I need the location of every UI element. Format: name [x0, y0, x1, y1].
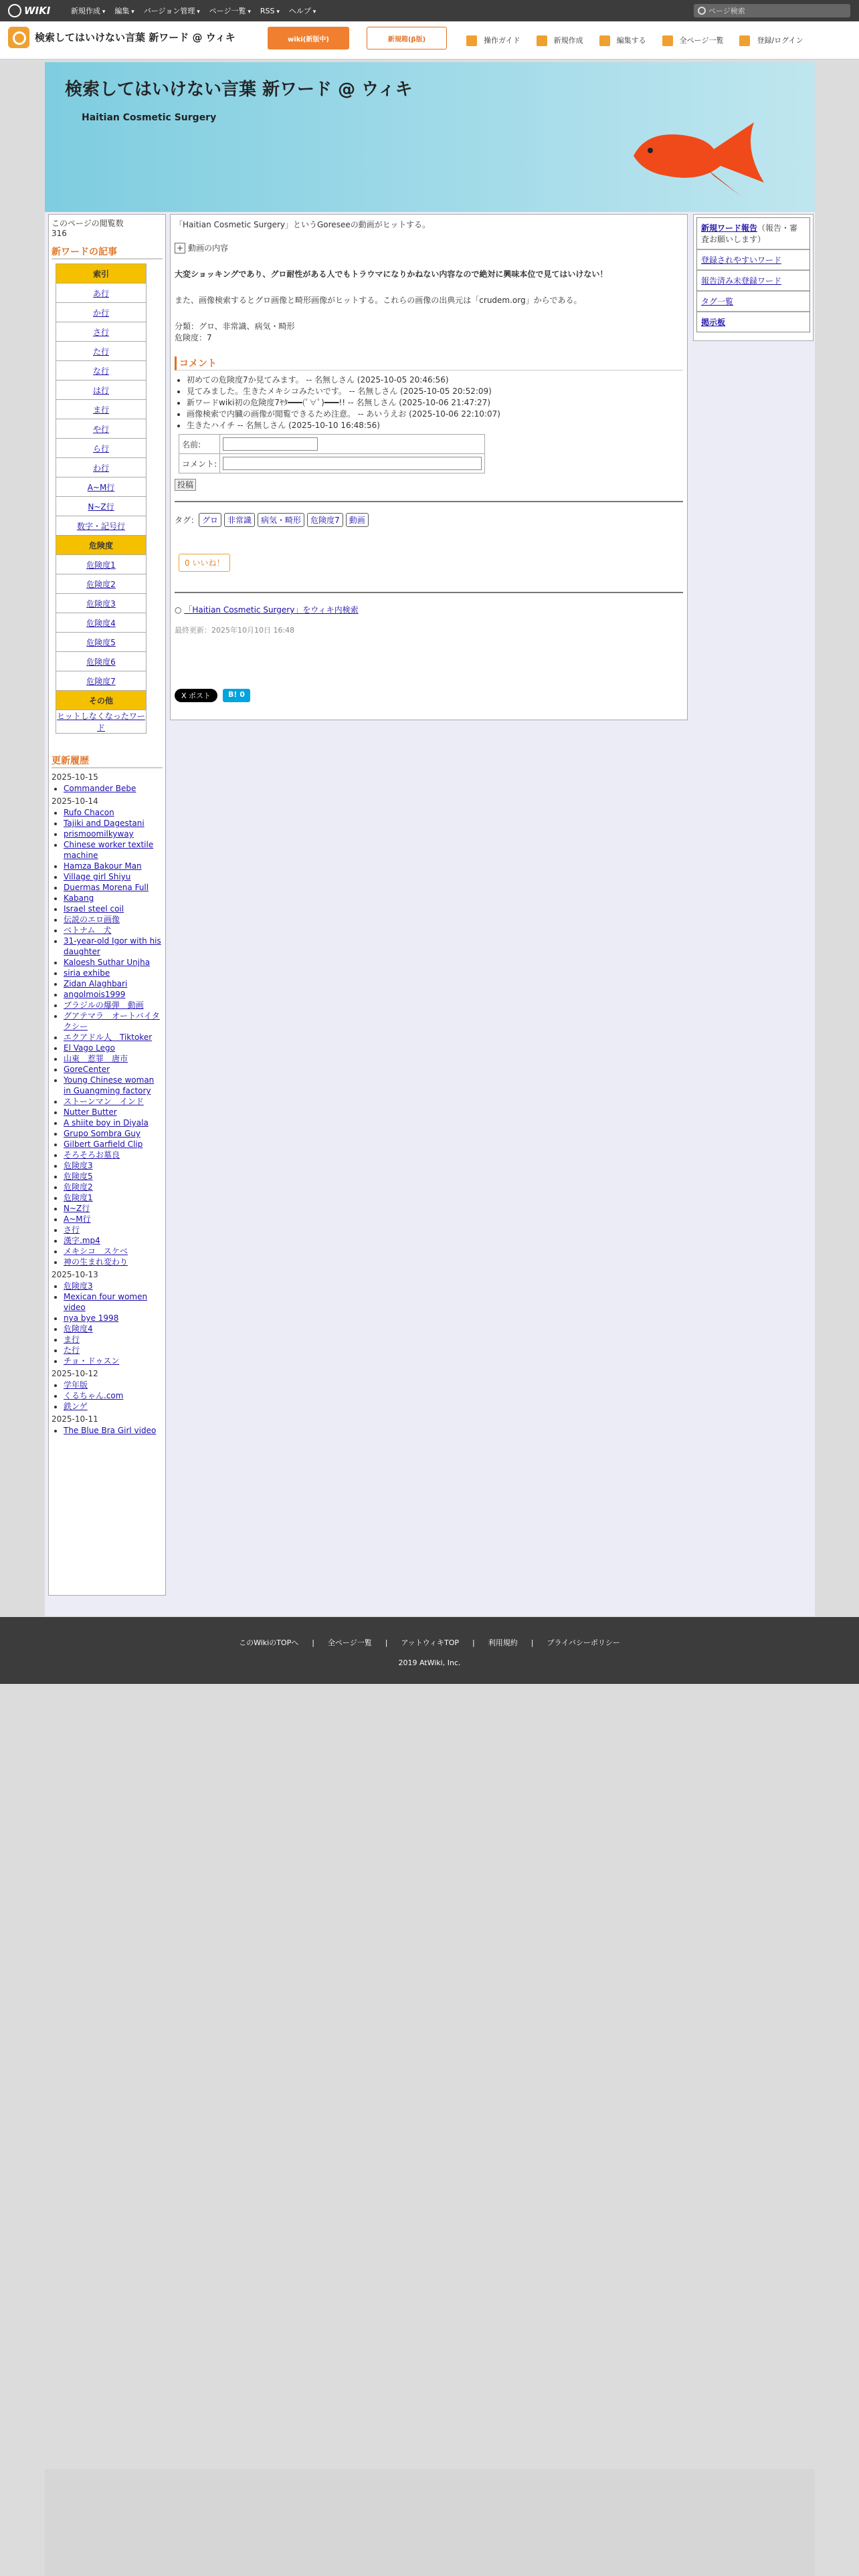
history-item — [64, 1356, 163, 1366]
nav-link[interactable]: わ行 — [56, 458, 147, 477]
history-item — [64, 1160, 163, 1171]
history-date: 2025-10-12 — [52, 1369, 98, 1378]
tool-label: 新規作成 — [553, 35, 583, 45]
tool-icon — [466, 35, 477, 46]
nav-link[interactable]: は行 — [56, 381, 147, 400]
history-link[interactable]: El Vago Lego — [64, 1043, 115, 1053]
tool-link[interactable] — [599, 35, 646, 46]
comment-item: • 画像検索で内臓の画像が閲覧できるため注意。 -- あいうえお (2025-10-06 22:10:07) — [187, 409, 683, 420]
history-heading[interactable]: 更新履歴 — [52, 754, 163, 768]
history-item — [64, 978, 163, 989]
top-menu-item[interactable]: ページ一覧 ▾ — [209, 5, 251, 16]
history-link[interactable]: N~Z行 — [64, 1204, 90, 1213]
history-link[interactable]: Tajiki and Dagestani — [64, 819, 145, 828]
comment-form — [179, 434, 485, 473]
nav-link[interactable]: 危険度4 — [56, 613, 147, 633]
tool-label: 登録/ログイン — [757, 35, 803, 45]
right-sidebar — [693, 214, 814, 341]
history-link[interactable]: The Blue Bra Girl video — [64, 1426, 157, 1435]
tag-link[interactable]: 病気・畸形 — [258, 513, 304, 527]
tool-icon — [599, 35, 610, 46]
tool-link[interactable] — [739, 35, 803, 46]
top-menu-item[interactable]: バージョン管理 ▾ — [144, 5, 200, 16]
expand-icon[interactable]: + — [175, 243, 185, 253]
history-date: 2025-10-15 — [52, 772, 98, 782]
history-item — [64, 1401, 163, 1412]
history-item — [64, 829, 163, 839]
history-item — [64, 1192, 163, 1203]
history-item — [64, 783, 163, 794]
history-item — [64, 882, 163, 893]
history-list — [52, 1380, 163, 1412]
history-link[interactable]: Nutter Butter — [64, 1107, 117, 1117]
history-link[interactable]: angolmois1999 — [64, 990, 126, 999]
update-history — [52, 772, 163, 1436]
wiki-title[interactable]: 検索してはいけない言葉 新ワード @ ウィキ — [35, 31, 235, 43]
comment-heading: コメント — [175, 356, 683, 370]
history-link[interactable]: A shiite boy in Diyala — [64, 1118, 149, 1128]
history-item — [64, 936, 163, 957]
nav-link[interactable]: な行 — [56, 361, 147, 381]
nav-link[interactable]: あ行 — [56, 284, 147, 303]
history-item — [64, 1107, 163, 1117]
footer-separator: | — [312, 1638, 314, 1647]
name-label: 名前: — [179, 435, 220, 454]
history-item — [64, 957, 163, 968]
view-count: 316 — [52, 229, 67, 238]
page-title: Haitian Cosmetic Surgery — [82, 112, 217, 123]
tool-icon — [739, 35, 750, 46]
footer-link[interactable]: 全ページ一覧 — [327, 1638, 372, 1647]
history-link[interactable]: メキシコ スケベ — [64, 1247, 128, 1256]
tool-label: 全ページ一覧 — [679, 35, 724, 45]
history-item — [64, 1291, 163, 1313]
goldfish-logo — [620, 109, 767, 203]
history-item — [64, 1182, 163, 1192]
history-item — [64, 1043, 163, 1053]
top-menu-item[interactable]: 編集 ▾ — [114, 5, 134, 16]
history-link[interactable]: Kaloesh Suthar Unjha — [64, 958, 151, 967]
right-menu-link[interactable]: 登録されやすいワード — [701, 255, 782, 265]
like-button[interactable]: 0 いいね！ — [179, 554, 230, 572]
wiki-icon — [8, 27, 29, 48]
wiki-edit-button[interactable]: wiki(新版中) — [268, 27, 349, 49]
history-link[interactable]: Mexican four women video — [64, 1292, 148, 1312]
history-item — [64, 1171, 163, 1182]
history-link[interactable]: Zidan Alaghbari — [64, 979, 128, 988]
tag-link[interactable]: 非常識 — [224, 513, 255, 527]
new-box-button[interactable]: 新規箱(β版) — [367, 27, 447, 49]
divider-2 — [175, 592, 683, 593]
history-item — [64, 1053, 163, 1064]
history-link[interactable]: GoreCenter — [64, 1065, 110, 1074]
article-index — [56, 263, 147, 734]
history-link[interactable]: siria exhibe — [64, 968, 110, 978]
history-link[interactable]: チョ・ドゥスン — [64, 1356, 120, 1366]
tool-icon — [662, 35, 673, 46]
articles-heading[interactable]: 新ワードの記事 — [52, 245, 163, 259]
right-menu-link[interactable]: タグ一覧 — [701, 297, 734, 306]
comment-item: • 生きたハイチ -- 名無しさん (2025-10-10 16:48:56) — [187, 420, 683, 431]
left-sidebar — [48, 214, 166, 1596]
logo-icon — [8, 4, 21, 17]
history-list — [52, 807, 163, 1267]
history-link[interactable]: くるちゃん.com — [64, 1391, 124, 1400]
history-item — [64, 925, 163, 936]
history-item — [64, 903, 163, 914]
nav-link[interactable]: 危険度5 — [56, 633, 147, 652]
atwiki-logo[interactable]: WIKI — [8, 3, 50, 18]
site-title[interactable]: 検索してはいけない言葉 新ワード @ ウィキ — [65, 80, 413, 100]
history-item — [64, 1128, 163, 1139]
history-link[interactable]: Chinese worker textile machine — [64, 840, 154, 860]
history-link[interactable]: Gilbert Garfield Clip — [64, 1140, 143, 1149]
right-menu: 新規ワード報告（報告・審査お願いします） 登録されやすいワード 報告済み未登録ワード タグ一覧 掲示板 — [696, 217, 810, 332]
history-date: 2025-10-11 — [52, 1414, 98, 1424]
history-item — [64, 1257, 163, 1267]
nav-link[interactable]: 危険度1 — [56, 555, 147, 574]
history-link[interactable]: Kabang — [64, 893, 94, 903]
history-link[interactable]: Grupo Sombra Guy — [64, 1129, 140, 1138]
top-menu — [71, 0, 316, 21]
history-link[interactable]: Hamza Bakour Man — [64, 861, 142, 871]
history-link[interactable]: 危険度2 — [64, 1182, 93, 1192]
history-link[interactable]: 学年版 — [64, 1380, 88, 1390]
comment-label: コメント: — [179, 454, 220, 473]
history-item — [64, 968, 163, 978]
nav-link[interactable]: N~Z行 — [56, 497, 147, 516]
classification: 分類：グロ、非常識、病気・畸形 — [175, 322, 295, 331]
history-date: 2025-10-14 — [52, 796, 98, 806]
lower-blank-area — [45, 2469, 815, 2576]
history-link[interactable]: た行 — [64, 1346, 80, 1355]
history-date: 2025-10-13 — [52, 1270, 98, 1279]
comment-list — [175, 374, 683, 431]
tag-link[interactable]: 動画 — [346, 513, 369, 527]
name-input[interactable] — [223, 437, 318, 451]
nav-link[interactable]: A~M行 — [56, 477, 147, 497]
nav-header: 危険度 — [56, 536, 147, 555]
nav-link[interactable]: 数字・記号行 — [56, 516, 147, 536]
history-item — [64, 839, 163, 861]
tag-link[interactable]: 危険度7 — [307, 513, 343, 527]
footer-separator: | — [472, 1638, 475, 1647]
nav-link[interactable]: ら行 — [56, 439, 147, 458]
nav-link[interactable]: や行 — [56, 419, 147, 439]
comment-input[interactable] — [223, 457, 482, 470]
history-item — [64, 1345, 163, 1356]
footer-link[interactable]: 利用規約 — [488, 1638, 518, 1647]
right-menu-link[interactable]: 掲示板 — [701, 318, 726, 327]
footer-link[interactable]: アットウィキTOP — [401, 1638, 460, 1647]
top-menu-item[interactable]: 新規作成 ▾ — [71, 5, 105, 16]
nav-header: 索引 — [56, 264, 147, 284]
hatena-bookmark-button[interactable]: B! 0 — [223, 689, 250, 702]
sub-header — [0, 21, 859, 60]
x-post-button[interactable]: X ポスト — [175, 689, 217, 702]
history-item — [64, 1075, 163, 1096]
warning-text: 大変ショッキングであり、グロ耐性がある人でもトラウマになりかねない内容なので絶対に興味本位で見てはいけない！ — [175, 270, 608, 279]
view-count-label: このページの閲覧数 — [52, 219, 124, 228]
note-text: また、画像検索するとグロ画像と畸形画像がヒットする。これらの画像の出典元は「crudem.org」からである。 — [175, 296, 582, 305]
history-link[interactable]: Rufo Chacon — [64, 808, 114, 817]
nav-link[interactable]: か行 — [56, 303, 147, 322]
history-link[interactable]: 危険度3 — [64, 1281, 93, 1291]
history-link[interactable]: そろそろお墓良 — [64, 1150, 120, 1160]
report-link[interactable]: 新規ワード報告 — [701, 223, 758, 233]
right-menu-item — [697, 249, 809, 270]
tool-link[interactable] — [537, 35, 583, 46]
nav-link[interactable]: 危険度6 — [56, 652, 147, 671]
footer-separator: | — [385, 1638, 388, 1647]
history-link[interactable]: 山東 惹罪 唐市 — [64, 1054, 128, 1063]
nav-link[interactable]: 危険度2 — [56, 574, 147, 594]
history-link[interactable]: 31-year-old Igor with his daughter — [64, 936, 161, 956]
history-item — [64, 1064, 163, 1075]
nav-link[interactable]: ま行 — [56, 400, 147, 419]
tag-link[interactable]: グロ — [199, 513, 221, 527]
history-item — [64, 1203, 163, 1214]
comment-item: • 新ワードwiki初の危険度7ﾔﾀ━━━(ﾟ∀ﾟ)━━━!! -- 名無しさん (2025-10-06 21:47:27) — [187, 397, 683, 409]
history-item — [64, 989, 163, 1000]
history-link[interactable]: エクアドル人 Tiktoker — [64, 1033, 153, 1042]
top-menu-item[interactable]: ヘルプ ▾ — [289, 5, 316, 16]
intro-text: 「Haitian Cosmetic Surgery」というGoreseeの動画がヒットする。 — [175, 220, 430, 229]
history-item — [64, 893, 163, 903]
danger-level: 危険度：7 — [175, 333, 212, 342]
nav-link[interactable]: た行 — [56, 342, 147, 361]
right-menu-item — [697, 312, 809, 332]
history-link[interactable]: 神の生まれ変わり — [64, 1257, 128, 1267]
history-item — [64, 1117, 163, 1128]
history-link[interactable]: Duermas Morena Full — [64, 883, 149, 892]
last-updated: 最終更新：2025年10月10日 16:48 — [175, 626, 295, 635]
history-link[interactable]: 危険度4 — [64, 1324, 93, 1333]
wiki-search-link[interactable]: ○ 「Haitian Cosmetic Surgery」をウィキ内検索 — [175, 605, 359, 615]
right-menu-item — [697, 270, 809, 291]
search-input[interactable]: ページ検索 — [694, 4, 850, 17]
history-item — [64, 1139, 163, 1150]
history-link[interactable]: Young Chinese woman in Guangming factory — [64, 1075, 155, 1095]
tool-link[interactable] — [466, 35, 520, 46]
footer-link[interactable]: このWikiのTOPへ — [239, 1638, 299, 1647]
nav-link[interactable]: さ行 — [56, 322, 147, 342]
tag-row: タグ： グロ 非常識 病気・畸形 危険度7 動画 — [175, 513, 683, 527]
history-item — [64, 861, 163, 871]
history-item — [64, 1246, 163, 1257]
history-item — [64, 1313, 163, 1323]
copyright: 2019 AtWiki, Inc. — [398, 1658, 461, 1667]
video-toggle[interactable]: + 動画の内容 — [175, 242, 683, 253]
history-link[interactable]: A~M行 — [64, 1214, 91, 1224]
footer — [0, 1617, 859, 1684]
history-link[interactable]: Village girl Shiyu — [64, 872, 131, 881]
history-item — [64, 1390, 163, 1401]
history-link[interactable]: 漢字.mp4 — [64, 1236, 100, 1245]
history-link[interactable]: 伝説のエロ画像 — [64, 915, 120, 924]
footer-separator: | — [531, 1638, 534, 1647]
history-item — [64, 1010, 163, 1032]
history-list — [52, 1281, 163, 1366]
footer-link[interactable]: プライバシーポリシー — [547, 1638, 620, 1647]
history-link[interactable]: 危険度5 — [64, 1172, 93, 1181]
top-bar — [0, 0, 859, 21]
history-link[interactable]: 鉄ンゲ — [64, 1402, 88, 1411]
history-item — [64, 1000, 163, 1010]
history-link[interactable]: ブラジルの爆弾 動画 — [64, 1000, 144, 1010]
search-icon: ○ — [175, 605, 182, 615]
history-item — [64, 807, 163, 818]
top-menu-item[interactable]: RSS ▾ — [260, 7, 280, 15]
history-item — [64, 1380, 163, 1390]
tool-link[interactable] — [662, 35, 724, 46]
history-list — [52, 1425, 163, 1436]
nav-link[interactable]: ヒットしなくなったワード — [56, 710, 147, 734]
right-menu-link[interactable]: 報告済み未登録ワード — [701, 276, 782, 286]
share-buttons — [175, 689, 683, 702]
divider — [175, 501, 683, 502]
history-item — [64, 1334, 163, 1345]
history-link[interactable]: ベトナム 犬 — [64, 926, 112, 935]
nav-link[interactable]: 危険度7 — [56, 671, 147, 691]
history-item — [64, 1096, 163, 1107]
tool-label: 編集する — [616, 35, 646, 45]
history-item — [64, 1150, 163, 1160]
history-link[interactable]: Israel steel coil — [64, 904, 124, 914]
history-item — [64, 1224, 163, 1235]
history-item — [64, 1281, 163, 1291]
history-item — [64, 1323, 163, 1334]
main-content — [170, 214, 688, 720]
right-menu-item — [697, 291, 809, 312]
history-item — [64, 914, 163, 925]
tool-links — [466, 21, 803, 59]
footer-links — [0, 1637, 859, 1648]
history-item — [64, 871, 163, 882]
history-link[interactable]: prismoomilkyway — [64, 829, 134, 839]
nav-link[interactable]: 危険度3 — [56, 594, 147, 613]
history-item — [64, 1032, 163, 1043]
nav-header: その他 — [56, 691, 147, 710]
history-link[interactable]: 危険度1 — [64, 1193, 93, 1202]
history-list — [52, 783, 163, 794]
history-link[interactable]: 危険度3 — [64, 1161, 93, 1170]
comment-item: • 初めての危険度7か見てみます。 -- 名無しさん (2025-10-05 20:46:56) — [187, 374, 683, 386]
history-item — [64, 818, 163, 829]
history-item — [64, 1425, 163, 1436]
tool-icon — [537, 35, 547, 46]
site-banner — [45, 62, 815, 212]
history-link[interactable]: Commander Bebe — [64, 784, 136, 793]
history-link[interactable]: nya bye 1998 — [64, 1313, 119, 1323]
history-link[interactable]: グアテマラ オートバイタクシー — [64, 1011, 160, 1031]
tool-label: 操作ガイド — [484, 35, 520, 45]
history-link[interactable]: ま行 — [64, 1335, 80, 1344]
submit-button[interactable]: 投稿 — [175, 479, 196, 491]
history-item — [64, 1214, 163, 1224]
search-icon — [698, 7, 706, 15]
history-link[interactable]: ストーンマン インド — [64, 1097, 144, 1106]
history-link[interactable]: さ行 — [64, 1225, 80, 1235]
comment-item: • 見てみました。生きたメキシコみたいです。 -- 名無しさん (2025-10-05 20:52:09) — [187, 386, 683, 397]
history-item — [64, 1235, 163, 1246]
